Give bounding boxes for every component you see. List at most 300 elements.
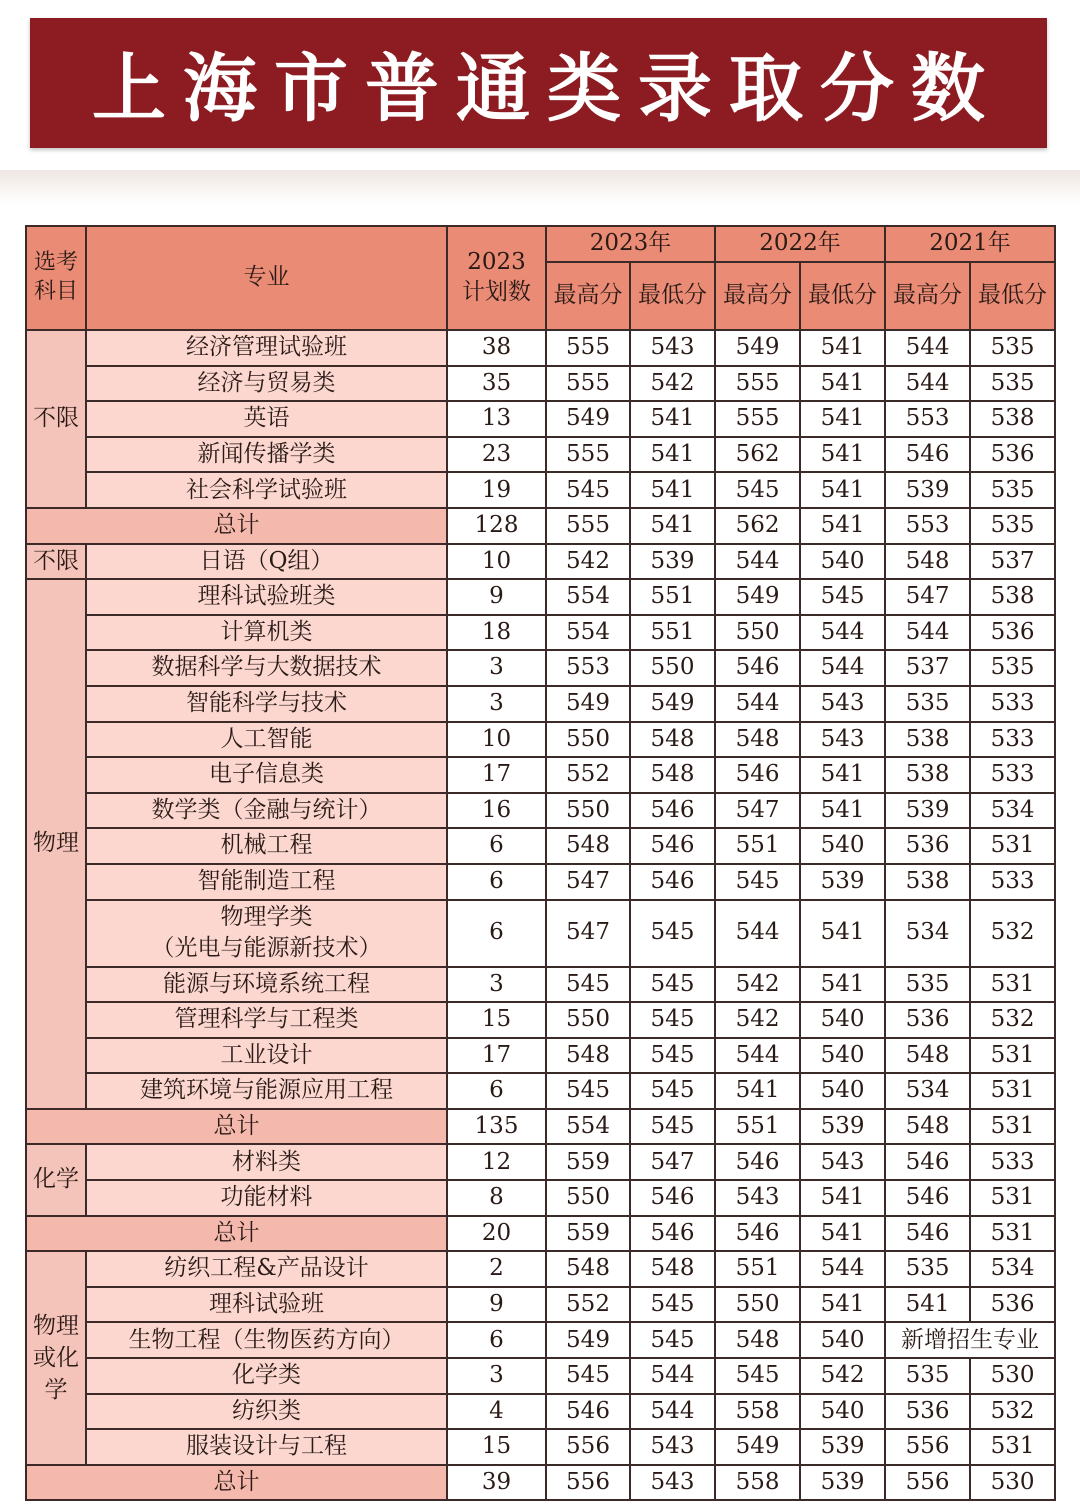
score-cell: 544 (715, 900, 800, 967)
score-cell: 555 (546, 437, 630, 473)
score-cell: 537 (885, 650, 970, 686)
score-cell: 533 (970, 757, 1055, 793)
plan-cell: 6 (447, 1073, 546, 1109)
table-row (26, 1038, 1055, 1074)
score-cell: 553 (546, 650, 630, 686)
score-cell: 545 (546, 472, 630, 508)
score-cell: 545 (715, 864, 800, 900)
score-cell: 531 (970, 1038, 1055, 1074)
major-cell (86, 1287, 447, 1323)
plan-cell: 8 (447, 1180, 546, 1216)
score-cell: 540 (800, 1038, 885, 1074)
plan-cell: 4 (447, 1394, 546, 1430)
score-cell: 541 (630, 401, 715, 437)
plan-cell: 2 (447, 1251, 546, 1287)
subject-cell (26, 330, 86, 508)
score-cell: 540 (800, 544, 885, 580)
total-label: 总计 (26, 1109, 447, 1145)
score-cell: 547 (546, 864, 630, 900)
major-name: 能源与环境系统工程 (163, 970, 370, 997)
score-cell: 550 (630, 650, 715, 686)
score-cell: 546 (630, 793, 715, 829)
total-row (26, 1109, 1055, 1145)
major-name: 人工智能 (220, 725, 313, 752)
major-cell (86, 1073, 447, 1109)
score-cell: 551 (715, 1251, 800, 1287)
total-score-cell: 556 (885, 1465, 970, 1501)
score-cell: 536 (970, 1287, 1055, 1323)
total-score-cell: 545 (630, 1109, 715, 1145)
score-cell: 545 (546, 1073, 630, 1109)
header-max-2021: 最高分 (885, 262, 970, 330)
table-row (26, 472, 1055, 508)
table-row (26, 686, 1055, 722)
score-cell: 543 (800, 1144, 885, 1180)
major-cell (86, 1180, 447, 1216)
total-score-cell: 546 (715, 1216, 800, 1252)
major-cell (86, 437, 447, 473)
title-banner (30, 18, 1047, 148)
plan-cell: 3 (447, 650, 546, 686)
score-cell: 547 (715, 793, 800, 829)
score-cell: 555 (546, 330, 630, 366)
total-score-cell: 530 (970, 1465, 1055, 1501)
score-cell: 548 (715, 722, 800, 758)
score-cell: 544 (715, 686, 800, 722)
plan-cell: 6 (447, 864, 546, 900)
score-cell: 532 (970, 1394, 1055, 1430)
table-row (26, 722, 1055, 758)
score-cell: 556 (546, 1429, 630, 1465)
plan-cell: 9 (447, 1287, 546, 1323)
score-cell: 541 (715, 1073, 800, 1109)
score-cell: 534 (970, 1251, 1055, 1287)
score-cell: 550 (546, 1002, 630, 1038)
score-cell: 550 (715, 1287, 800, 1323)
total-score-cell: 543 (630, 1465, 715, 1501)
major-name: 工业设计 (220, 1041, 313, 1068)
score-cell: 541 (800, 472, 885, 508)
score-cell: 543 (800, 686, 885, 722)
major-cell (86, 330, 447, 366)
table-row (26, 1002, 1055, 1038)
table-row (26, 828, 1055, 864)
score-cell: 541 (800, 401, 885, 437)
major-name: 机械工程 (220, 832, 313, 859)
table-row (26, 1358, 1055, 1394)
score-cell: 550 (715, 615, 800, 651)
score-cell: 544 (800, 1251, 885, 1287)
major-name: 电子信息类 (209, 761, 324, 788)
score-cell: 545 (546, 1358, 630, 1394)
header-year-2023: 2023年 (546, 226, 715, 262)
score-cell: 549 (546, 401, 630, 437)
major-cell (86, 1144, 447, 1180)
header-max-2022: 最高分 (715, 262, 800, 330)
score-cell: 544 (885, 366, 970, 402)
score-cell: 538 (970, 579, 1055, 615)
table-row (26, 401, 1055, 437)
total-row (26, 508, 1055, 544)
score-cell: 548 (630, 722, 715, 758)
score-cell: 546 (885, 1144, 970, 1180)
total-plan-cell: 128 (447, 508, 546, 544)
score-cell: 541 (800, 366, 885, 402)
score-cell: 535 (885, 967, 970, 1003)
plan-cell: 9 (447, 579, 546, 615)
subject-label: 物理或化学 (33, 1312, 79, 1404)
score-cell: 545 (630, 900, 715, 967)
header-min-2021: 最低分 (970, 262, 1055, 330)
score-cell: 546 (630, 1180, 715, 1216)
total-score-cell: 554 (546, 1109, 630, 1145)
score-cell: 548 (885, 544, 970, 580)
admission-score-table (25, 225, 1056, 1501)
score-cell: 551 (630, 579, 715, 615)
score-cell: 533 (970, 722, 1055, 758)
total-score-cell: 531 (970, 1109, 1055, 1145)
score-cell: 545 (715, 1358, 800, 1394)
subject-label: 物理 (33, 830, 79, 857)
score-cell: 544 (800, 615, 885, 651)
score-cell: 551 (630, 615, 715, 651)
score-cell: 546 (885, 1180, 970, 1216)
score-cell: 540 (800, 828, 885, 864)
score-cell: 535 (970, 366, 1055, 402)
score-cell: 541 (800, 1180, 885, 1216)
score-cell: 541 (800, 437, 885, 473)
major-name: 智能科学与技术 (186, 690, 347, 717)
major-name: 材料类 (232, 1148, 301, 1175)
major-name: 理科试验班类 (197, 583, 336, 610)
score-cell: 546 (715, 757, 800, 793)
table-row (26, 1144, 1055, 1180)
total-score-cell: 553 (885, 508, 970, 544)
major-cell (86, 1429, 447, 1465)
score-cell: 558 (715, 1394, 800, 1430)
score-cell: 556 (885, 1429, 970, 1465)
score-cell: 545 (630, 1073, 715, 1109)
major-cell (86, 544, 447, 580)
score-cell: 531 (970, 1073, 1055, 1109)
score-cell: 554 (546, 615, 630, 651)
major-name: 建筑环境与能源应用工程 (140, 1077, 393, 1104)
subject-label: 不限 (33, 547, 79, 574)
score-cell: 562 (715, 437, 800, 473)
major-cell (86, 722, 447, 758)
score-cell: 535 (885, 1358, 970, 1394)
score-cell: 539 (885, 793, 970, 829)
score-cell: 542 (800, 1358, 885, 1394)
total-label: 总计 (26, 508, 447, 544)
score-cell: 541 (800, 1287, 885, 1323)
score-cell: 544 (630, 1358, 715, 1394)
total-row (26, 1465, 1055, 1501)
score-cell: 545 (800, 579, 885, 615)
total-score-cell: 546 (630, 1216, 715, 1252)
total-plan-cell: 20 (447, 1216, 546, 1252)
page-title: 上海市普通类录取分数 (92, 46, 1002, 132)
total-plan-cell: 39 (447, 1465, 546, 1501)
major-name: 数据科学与大数据技术 (151, 654, 382, 681)
score-cell: 549 (715, 1429, 800, 1465)
score-cell: 553 (885, 401, 970, 437)
score-cell: 552 (546, 757, 630, 793)
score-cell: 554 (546, 579, 630, 615)
score-cell: 536 (885, 828, 970, 864)
plan-cell: 6 (447, 1322, 546, 1358)
major-name: 生物工程（生物医药方向） (128, 1326, 405, 1353)
score-cell: 542 (715, 1002, 800, 1038)
score-cell: 545 (630, 1322, 715, 1358)
total-label: 总计 (26, 1465, 447, 1501)
table-row (26, 793, 1055, 829)
score-cell: 548 (715, 1322, 800, 1358)
score-cell: 544 (715, 1038, 800, 1074)
table-row (26, 650, 1055, 686)
total-score-cell: 559 (546, 1216, 630, 1252)
score-cell: 544 (800, 650, 885, 686)
major-cell (86, 686, 447, 722)
score-cell: 559 (546, 1144, 630, 1180)
plan-cell: 6 (447, 900, 546, 967)
total-score-cell: 548 (885, 1109, 970, 1145)
score-cell: 548 (885, 1038, 970, 1074)
score-cell: 541 (800, 330, 885, 366)
score-cell: 552 (546, 1287, 630, 1323)
score-cell: 545 (630, 967, 715, 1003)
total-score-cell: 541 (800, 508, 885, 544)
score-cell: 549 (715, 330, 800, 366)
score-cell: 534 (885, 900, 970, 967)
score-cell: 545 (630, 1038, 715, 1074)
major-name: 管理科学与工程类 (174, 1006, 359, 1033)
total-score-cell: 541 (630, 508, 715, 544)
header-min-2023: 最低分 (630, 262, 715, 330)
header-year-2021: 2021年 (885, 226, 1055, 262)
major-cell (86, 1251, 447, 1287)
score-cell: 548 (546, 1251, 630, 1287)
table-row (26, 757, 1055, 793)
table-row (26, 967, 1055, 1003)
score-cell: 532 (970, 1002, 1055, 1038)
score-cell: 551 (715, 828, 800, 864)
score-cell: 534 (970, 793, 1055, 829)
plan-cell: 23 (447, 437, 546, 473)
total-score-cell: 541 (800, 1216, 885, 1252)
score-cell: 536 (970, 437, 1055, 473)
plan-cell: 15 (447, 1429, 546, 1465)
table-row (26, 1322, 1055, 1358)
score-cell: 535 (970, 330, 1055, 366)
score-cell: 550 (546, 722, 630, 758)
table-row (26, 1180, 1055, 1216)
subject-label: 化学 (33, 1166, 79, 1193)
major-cell (86, 793, 447, 829)
plan-cell: 17 (447, 1038, 546, 1074)
plan-cell: 12 (447, 1144, 546, 1180)
score-cell: 549 (546, 686, 630, 722)
score-cell: 531 (970, 828, 1055, 864)
score-cell: 535 (970, 472, 1055, 508)
table-row (26, 330, 1055, 366)
total-score-cell: 551 (715, 1109, 800, 1145)
score-cell: 535 (885, 1251, 970, 1287)
score-cell: 544 (885, 615, 970, 651)
major-name: 服装设计与工程 (186, 1433, 347, 1460)
score-cell: 532 (970, 900, 1055, 967)
score-cell: 548 (630, 1251, 715, 1287)
score-cell: 543 (630, 330, 715, 366)
score-cell: 538 (970, 401, 1055, 437)
header-major: 专业 (86, 226, 447, 330)
score-cell: 545 (546, 967, 630, 1003)
major-name: 物理学类 (220, 903, 313, 930)
score-cell: 537 (970, 544, 1055, 580)
table-row (26, 1287, 1055, 1323)
major-name: 纺织类 (232, 1397, 301, 1424)
header-min-2022: 最低分 (800, 262, 885, 330)
score-cell: 550 (546, 1180, 630, 1216)
major-cell (86, 1322, 447, 1358)
score-cell: 531 (970, 967, 1055, 1003)
score-cell: 542 (630, 366, 715, 402)
score-cell: 547 (546, 900, 630, 967)
major-cell (86, 1002, 447, 1038)
total-score-cell: 558 (715, 1465, 800, 1501)
major-cell (86, 757, 447, 793)
score-cell: 542 (546, 544, 630, 580)
plan-cell: 18 (447, 615, 546, 651)
table-row (26, 1073, 1055, 1109)
score-cell: 536 (885, 1002, 970, 1038)
score-cell: 548 (630, 757, 715, 793)
total-plan-cell: 135 (447, 1109, 546, 1145)
score-cell: 543 (630, 1429, 715, 1465)
subject-cell (26, 579, 86, 1109)
score-cell: 546 (715, 1144, 800, 1180)
score-cell: 546 (715, 650, 800, 686)
major-cell (86, 1358, 447, 1394)
score-cell: 535 (970, 650, 1055, 686)
score-cell: 546 (630, 864, 715, 900)
score-cell: 547 (885, 579, 970, 615)
score-cell: 542 (715, 967, 800, 1003)
table-row (26, 1251, 1055, 1287)
score-cell: 549 (715, 579, 800, 615)
major-name: 纺织工程&产品设计 (164, 1255, 369, 1282)
major-name: 日语（Q组） (199, 547, 334, 574)
major-cell (86, 828, 447, 864)
major-cell (86, 864, 447, 900)
score-cell: 538 (885, 864, 970, 900)
table-row (26, 900, 1055, 967)
major-cell (86, 401, 447, 437)
header-max-2023: 最高分 (546, 262, 630, 330)
plan-cell: 19 (447, 472, 546, 508)
score-cell: 541 (885, 1287, 970, 1323)
score-cell: 545 (630, 1002, 715, 1038)
score-cell: 540 (800, 1394, 885, 1430)
table-row (26, 366, 1055, 402)
total-label: 总计 (26, 1216, 447, 1252)
major-cell (86, 366, 447, 402)
major-name: 理科试验班 (209, 1290, 324, 1317)
score-cell: 541 (800, 793, 885, 829)
major-name: 英语 (243, 405, 290, 432)
table-row (26, 437, 1055, 473)
major-cell (86, 900, 447, 967)
score-cell: 531 (970, 1429, 1055, 1465)
plan-cell: 3 (447, 686, 546, 722)
major-name: 智能制造工程 (197, 868, 336, 895)
plan-cell: 3 (447, 1358, 546, 1394)
score-cell: 539 (885, 472, 970, 508)
major-name: 经济管理试验班 (186, 334, 347, 361)
table-row (26, 864, 1055, 900)
major-cell (86, 650, 447, 686)
score-cell: 541 (630, 472, 715, 508)
score-cell: 540 (800, 1073, 885, 1109)
score-cell: 555 (546, 366, 630, 402)
score-cell: 541 (630, 437, 715, 473)
major-name: 化学类 (232, 1362, 301, 1389)
table-row (26, 1429, 1055, 1465)
total-score-cell: 556 (546, 1465, 630, 1501)
major-name: 社会科学试验班 (186, 476, 347, 503)
major-cell (86, 967, 447, 1003)
header-plan: 2023计划数 (447, 226, 546, 330)
plan-cell: 38 (447, 330, 546, 366)
subject-cell (26, 544, 86, 580)
header-subject: 选考科目 (26, 226, 86, 330)
total-score-cell: 555 (546, 508, 630, 544)
major-cell (86, 615, 447, 651)
score-cell: 539 (630, 544, 715, 580)
table-row (26, 579, 1055, 615)
total-score-cell: 539 (800, 1109, 885, 1145)
score-cell: 546 (630, 828, 715, 864)
plan-cell: 13 (447, 401, 546, 437)
table-row (26, 1394, 1055, 1430)
score-cell: 544 (715, 544, 800, 580)
subject-label: 不限 (33, 405, 79, 432)
score-cell: 539 (800, 864, 885, 900)
score-cell: 531 (970, 1180, 1055, 1216)
subject-cell (26, 1144, 86, 1215)
score-cell: 545 (715, 472, 800, 508)
major-cell (86, 579, 447, 615)
plan-cell: 15 (447, 1002, 546, 1038)
plan-cell: 17 (447, 757, 546, 793)
plan-cell: 10 (447, 722, 546, 758)
major-name: 经济与贸易类 (197, 369, 336, 396)
score-cell: 549 (630, 686, 715, 722)
score-cell: 544 (885, 330, 970, 366)
score-cell: 547 (630, 1144, 715, 1180)
plan-cell: 35 (447, 366, 546, 402)
score-cell: 540 (800, 1322, 885, 1358)
score-cell: 533 (970, 864, 1055, 900)
score-cell: 555 (715, 366, 800, 402)
total-score-cell: 535 (970, 508, 1055, 544)
score-cell: 544 (630, 1394, 715, 1430)
total-score-cell: 539 (800, 1465, 885, 1501)
score-cell: 541 (800, 757, 885, 793)
score-cell: 538 (885, 722, 970, 758)
plan-cell: 10 (447, 544, 546, 580)
score-cell: 535 (885, 686, 970, 722)
